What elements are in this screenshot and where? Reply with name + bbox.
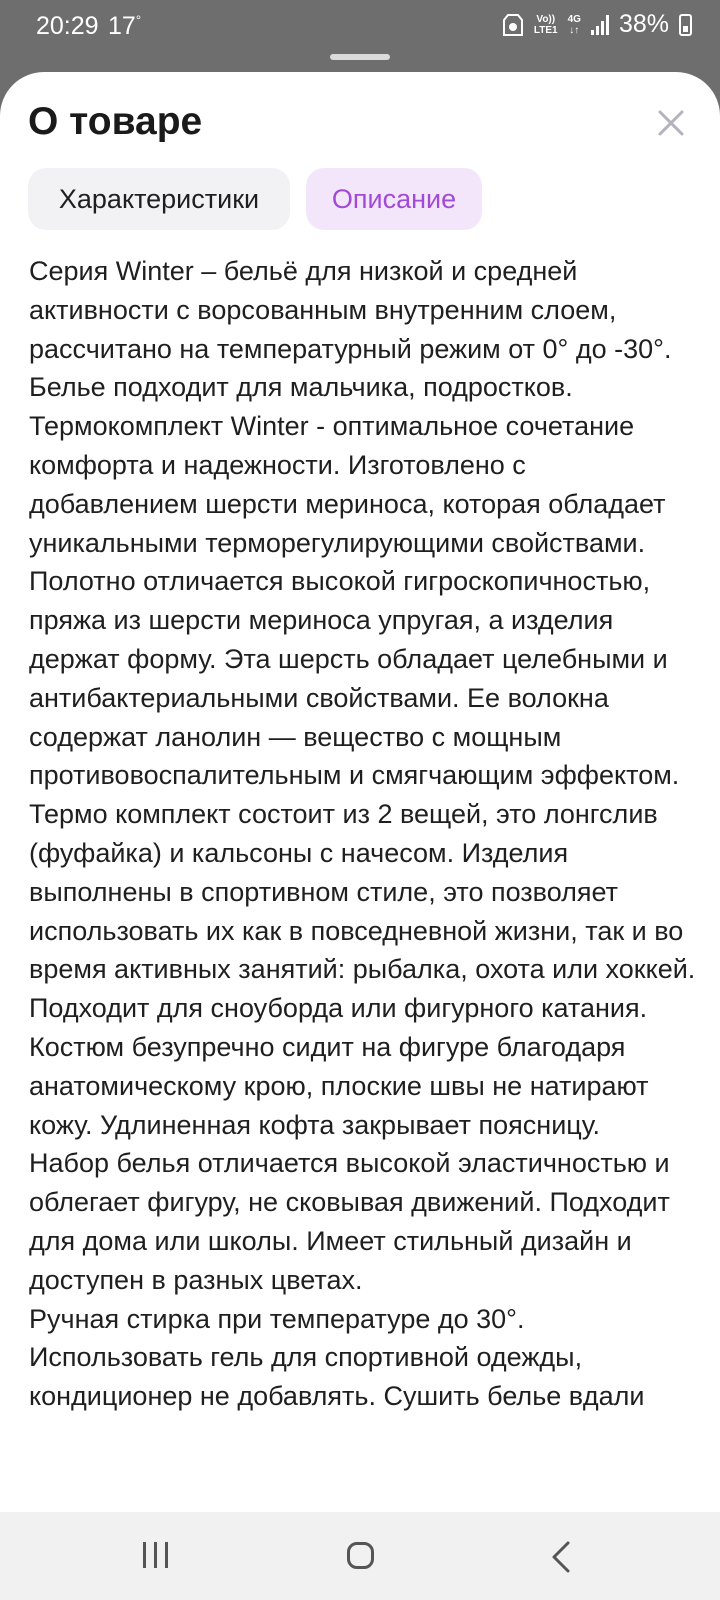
status-temperature-value: 17 — [108, 12, 136, 40]
sheet-drag-handle[interactable] — [330, 54, 390, 60]
description-paragraph: Использовать гель для спортивной одежды, кондиционер не добавлять. Сушить белье вдали — [29, 1342, 645, 1412]
network-indicator — [568, 14, 581, 36]
description-paragraph: Серия Winter – бельё для низкой и средней активности с ворсованным внутренним слоем, рассчитано на температурный режим от 0° до -30°. Белье подходит для мальчика, подростков. Термокомплект Winter - оптимальное сочетание комфорта и надежности. Изготовлено с добавлением шерсти мериноса, которая обладает уникальными терморегулирующими свойствами. Полотно отличается высокой гигроскопичностью, пряжа из шерсти мериноса упругая, а изделия держат форму. Эта шерсть обладает целебными и антибактериальными свойствами. Ее волокна содержат ланолин — вещество с мощным противовоспалительным и смягчающим эффектом. — [29, 256, 680, 791]
status-time: 20:29 — [36, 12, 99, 40]
status-bar — [0, 0, 720, 54]
sheet-title: О товаре — [28, 100, 203, 143]
description-paragraph: Набор белья отличается высокой эластичностью и облегает фигуру, не сковывая движений. Подходит для дома или школы. Имеет стильный дизайн и доступен в разных цветах. — [29, 1148, 670, 1295]
status-temperature-unit: ° — [135, 12, 142, 28]
description-paragraph: Костюм безупречно сидит на фигуре благодаря анатомическому крою, плоские швы не натирают кожу. Удлиненная кофта закрывает поясницу. — [29, 1031, 649, 1140]
battery-icon — [679, 14, 692, 36]
lte-label: LTE1 — [533, 24, 558, 36]
close-icon[interactable] — [644, 96, 698, 150]
status-temperature — [108, 12, 141, 41]
product-info-sheet — [0, 72, 720, 1512]
tab-characteristics[interactable]: Характеристики — [28, 168, 290, 230]
data-saver-icon — [502, 13, 524, 37]
description-paragraph: Термо комплект состоит из 2 вещей, это лонгслив (фуфайка) и кальсоны с начесом. Изделия выполнены в спортивном стиле, это позволяет использовать их как в повседневной жизни, так и во время активных занятий: рыбалка, охота или хоккей. Подходит для сноуборда или фигурного катания. — [29, 799, 696, 1024]
signal-icon — [591, 15, 609, 35]
network-label: 4G — [567, 13, 581, 25]
recent-apps-icon[interactable] — [143, 1542, 168, 1568]
product-description — [29, 252, 697, 1416]
tab-description[interactable]: Описание — [306, 168, 482, 230]
home-icon[interactable] — [347, 1542, 374, 1569]
description-paragraph: Ручная стирка при температуре до 30°. — [29, 1303, 525, 1334]
volte-indicator — [534, 14, 558, 36]
status-icons — [502, 10, 692, 39]
back-icon[interactable] — [549, 1540, 573, 1574]
volte-label: Vo)) — [536, 13, 556, 25]
system-navigation-bar — [0, 1512, 720, 1600]
data-arrows-icon: ↓↑ — [569, 24, 580, 36]
battery-percent: 38% — [618, 10, 669, 38]
